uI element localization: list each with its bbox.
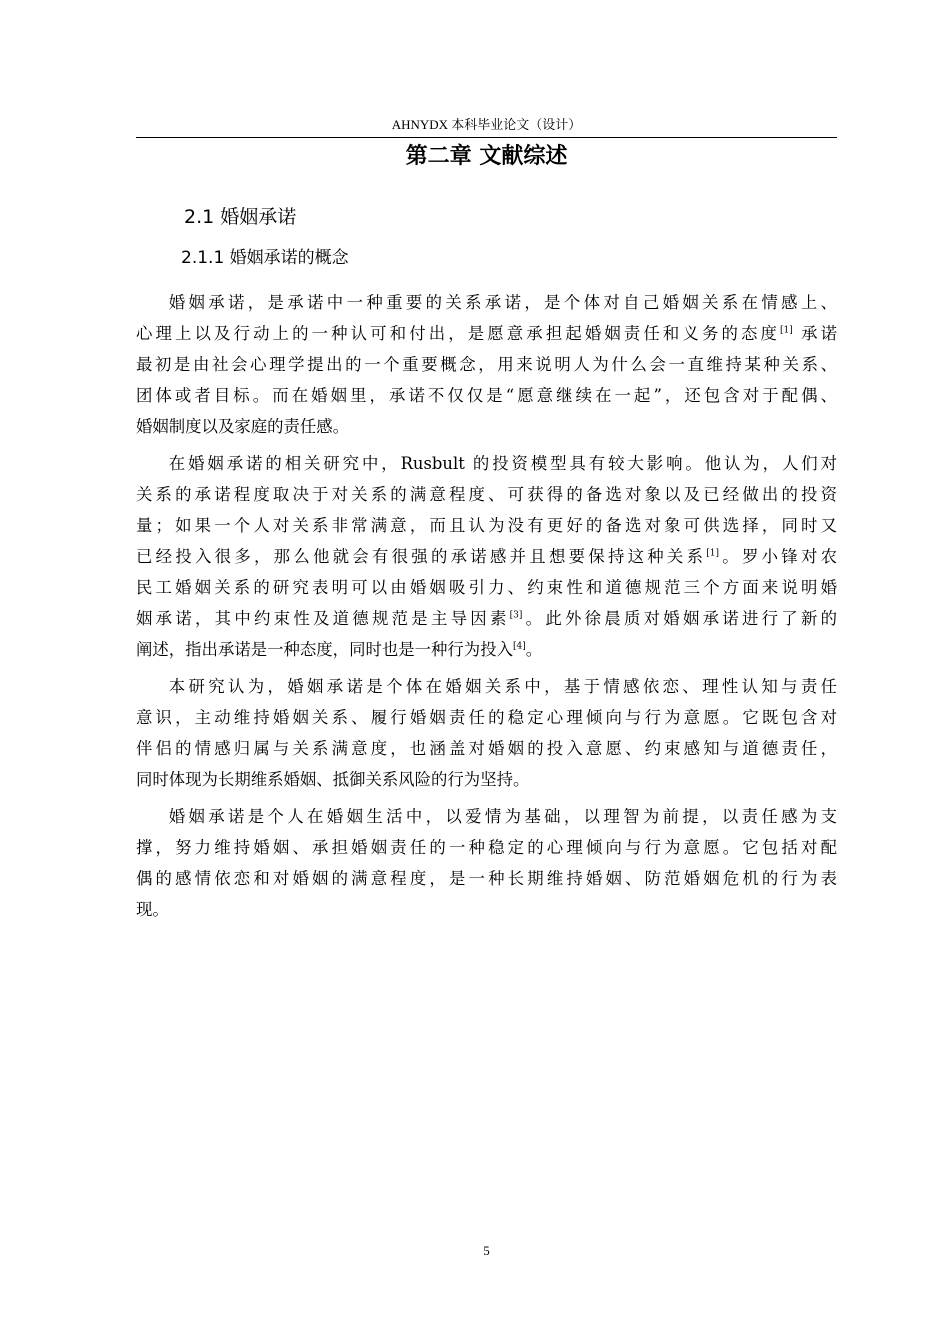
text-line xyxy=(136,603,837,634)
text-line xyxy=(136,318,837,349)
text-line: 婚姻制度以及家庭的责任感。 xyxy=(136,417,350,436)
page-number: 5 xyxy=(483,1243,490,1258)
text-line: 同时体现为长期维系婚姻、抵御关系风险的行为坚持。 xyxy=(136,770,530,789)
text-line: 现。 xyxy=(136,900,169,919)
text-run: 承诺 xyxy=(792,324,837,343)
text-line: 最初是由社会心理学提出的一个重要概念，用来说明人为什么会一直维持某种关系、 xyxy=(136,355,837,374)
text-line: 关系的承诺程度取决于对关系的满意程度、可获得的备选对象以及已经做出的投资 xyxy=(136,485,837,504)
text-line: 撑，努力维持婚姻、承担婚姻责任的一种稳定的心理倾向与行为意愿。它包括对配 xyxy=(136,838,837,857)
text-line: 本研究认为，婚姻承诺是个体在婚姻关系中，基于情感依恋、理性认知与责任 xyxy=(168,677,837,696)
text-line: 伴侣的情感归属与关系满意度，也涵盖对婚姻的投入意愿、约束感知与道德责任， xyxy=(136,739,837,758)
paragraph-1 xyxy=(136,287,837,442)
paragraph-4 xyxy=(136,801,837,925)
text-line: 量；如果一个人对关系非常满意，而且认为没有更好的备选对象可供选择，同时又 xyxy=(136,516,837,535)
body-text xyxy=(136,287,837,931)
text-line: 团体或者目标。而在婚姻里，承诺不仅仅是“愿意继续在一起”，还包含对于配偶、 xyxy=(136,386,837,405)
text-line: 婚姻承诺是个人在婚姻生活中，以爱情为基础，以理智为前提，以责任感为支 xyxy=(168,807,837,826)
text-line: 意识，主动维持婚姻关系、履行婚姻责任的稳定心理倾向与行为意愿。它既包含对 xyxy=(136,708,837,727)
text-line xyxy=(136,634,837,665)
text-run: 。 xyxy=(525,640,543,659)
text-line: 在婚姻承诺的相关研究中，Rusbult 的投资模型具有较大影响。他认为，人们对 xyxy=(168,454,837,473)
citation-ref: [4] xyxy=(512,641,526,652)
text-line xyxy=(136,541,837,572)
header-rule xyxy=(136,137,837,138)
paragraph-2 xyxy=(136,448,837,665)
text-run: 心理上以及行动上的一种认可和付出，是愿意承担起婚姻责任和义务的态度 xyxy=(136,324,780,343)
running-header: AHNYDX 本科毕业论文（设计） xyxy=(391,117,582,132)
chapter-title: 第二章 文献综述 xyxy=(405,144,568,169)
section-heading: 2.1 婚姻承诺 xyxy=(184,206,297,228)
text-line: 婚姻承诺，是承诺中一种重要的关系承诺，是个体对自己婚姻关系在情感上、 xyxy=(168,293,837,312)
citation-ref: [1] xyxy=(780,325,793,336)
text-run: 。此外徐晨质对婚姻承诺进行了新的 xyxy=(522,609,838,628)
subsection-heading: 2.1.1 婚姻承诺的概念 xyxy=(181,248,349,268)
text-run: 。罗小锋对农 xyxy=(719,547,838,566)
text-line: 偶的感情依恋和对婚姻的满意程度，是一种长期维持婚姻、防范婚姻危机的行为表 xyxy=(136,869,837,888)
text-run: 姻承诺，其中约束性及道德规范是主导因素 xyxy=(136,609,510,628)
text-run: 阐述，指出承诺是一种态度，同时也是一种行为投入 xyxy=(136,640,513,659)
citation-ref: [1] xyxy=(706,548,720,559)
text-line: 民工婚姻关系的研究表明可以由婚姻吸引力、约束性和道德规范三个方面来说明婚 xyxy=(136,578,837,597)
text-run: 已经投入很多，那么他就会有很强的承诺感并且想要保持这种关系 xyxy=(136,547,707,566)
paragraph-3 xyxy=(136,671,837,795)
citation-ref: [3] xyxy=(509,610,523,621)
